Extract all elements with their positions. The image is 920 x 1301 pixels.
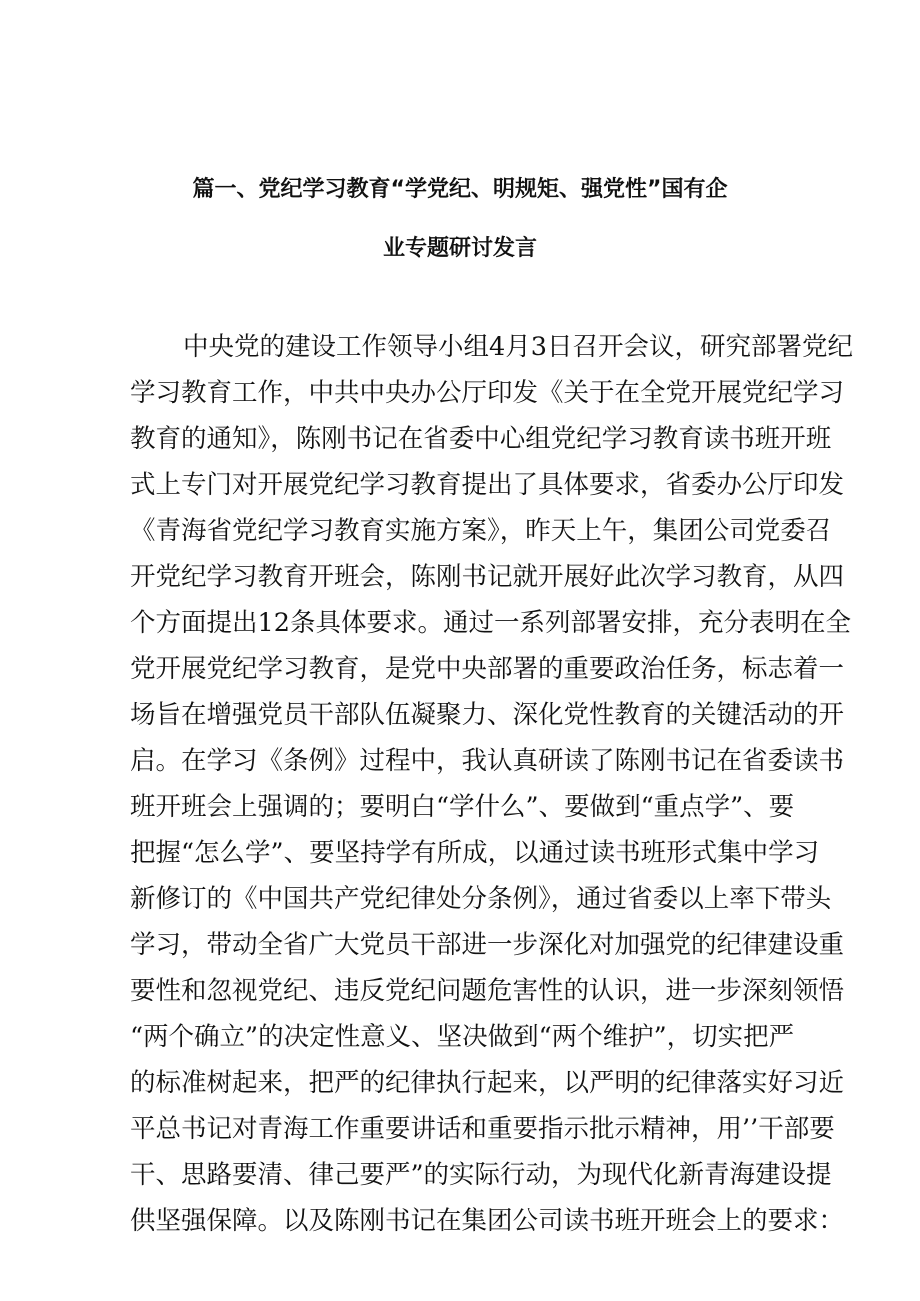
body-line: 启。在学习《条例》过程中，我认真研读了陈刚书记在省委读书 [130, 746, 845, 776]
body-line: 《青海省党纪学习教育实施方案》，昨天上午，集团公司党委召 [130, 516, 832, 546]
body-line: 平总书记对青海工作重要讲话和重要指示批示精神，用’’干部要 [130, 1114, 835, 1144]
body-line: 干、思路要清、律己要严”的实际行动，为现代化新青海建设提 [130, 1160, 832, 1190]
body-line: 新修订的《中国共产党纪律处分条例》，通过省委以上率下带头 [130, 884, 832, 914]
body-line: 党开展党纪学习教育，是党中央部署的重要政治任务，标志着一 [130, 654, 845, 684]
body-line: 个方面提出12条具体要求。通过一系列部署安排，充分表明在全 [130, 608, 851, 638]
body-line: 班开班会上强调的；要明白“学什么”、要做到“重点学”、要 [130, 792, 795, 822]
body-line: 中央党的建设工作领导小组4月3日召开会议，研究部署党纪 [183, 332, 853, 362]
body-line: 教育的通知》，陈刚书记在省委中心组党纪学习教育读书班开班 [130, 424, 832, 454]
body-line: “两个确立”的决定性意义、坚决做到“两个维护”，切实把严 [130, 1022, 795, 1052]
body-line: 要性和忽视党纪、违反党纪问题危害性的认识，进一步深刻领悟 [130, 976, 845, 1006]
body-line: 供坚强保障。以及陈刚书记在集团公司读书班开班会上的要求： [130, 1206, 845, 1236]
body-line: 式上专门对开展党纪学习教育提出了具体要求，省委办公厅印发 [130, 470, 845, 500]
body-line: 学习教育工作，中共中央办公厅印发《关于在全党开展党纪学习 [130, 378, 845, 408]
body-line: 场旨在增强党员干部队伍凝聚力、深化党性教育的关键活动的开 [130, 700, 845, 730]
body-line: 把握“怎么学”、要坚持学有所成，以通过读书班形式集中学习 [130, 838, 820, 868]
document-title-line-1: 篇一、党纪学习教育“学党纪、明规矩、强党性”国有企 [192, 177, 728, 202]
document-title-line-2: 业专题研讨发言 [382, 236, 537, 261]
body-line: 学习，带动全省广大党员干部进一步深化对加强党的纪律建设重 [130, 930, 845, 960]
body-line: 开党纪学习教育开班会，陈刚书记就开展好此次学习教育，从四 [130, 562, 845, 592]
body-line: 的标准树起来，把严的纪律执行起来，以严明的纪律落实好习近 [130, 1068, 845, 1098]
